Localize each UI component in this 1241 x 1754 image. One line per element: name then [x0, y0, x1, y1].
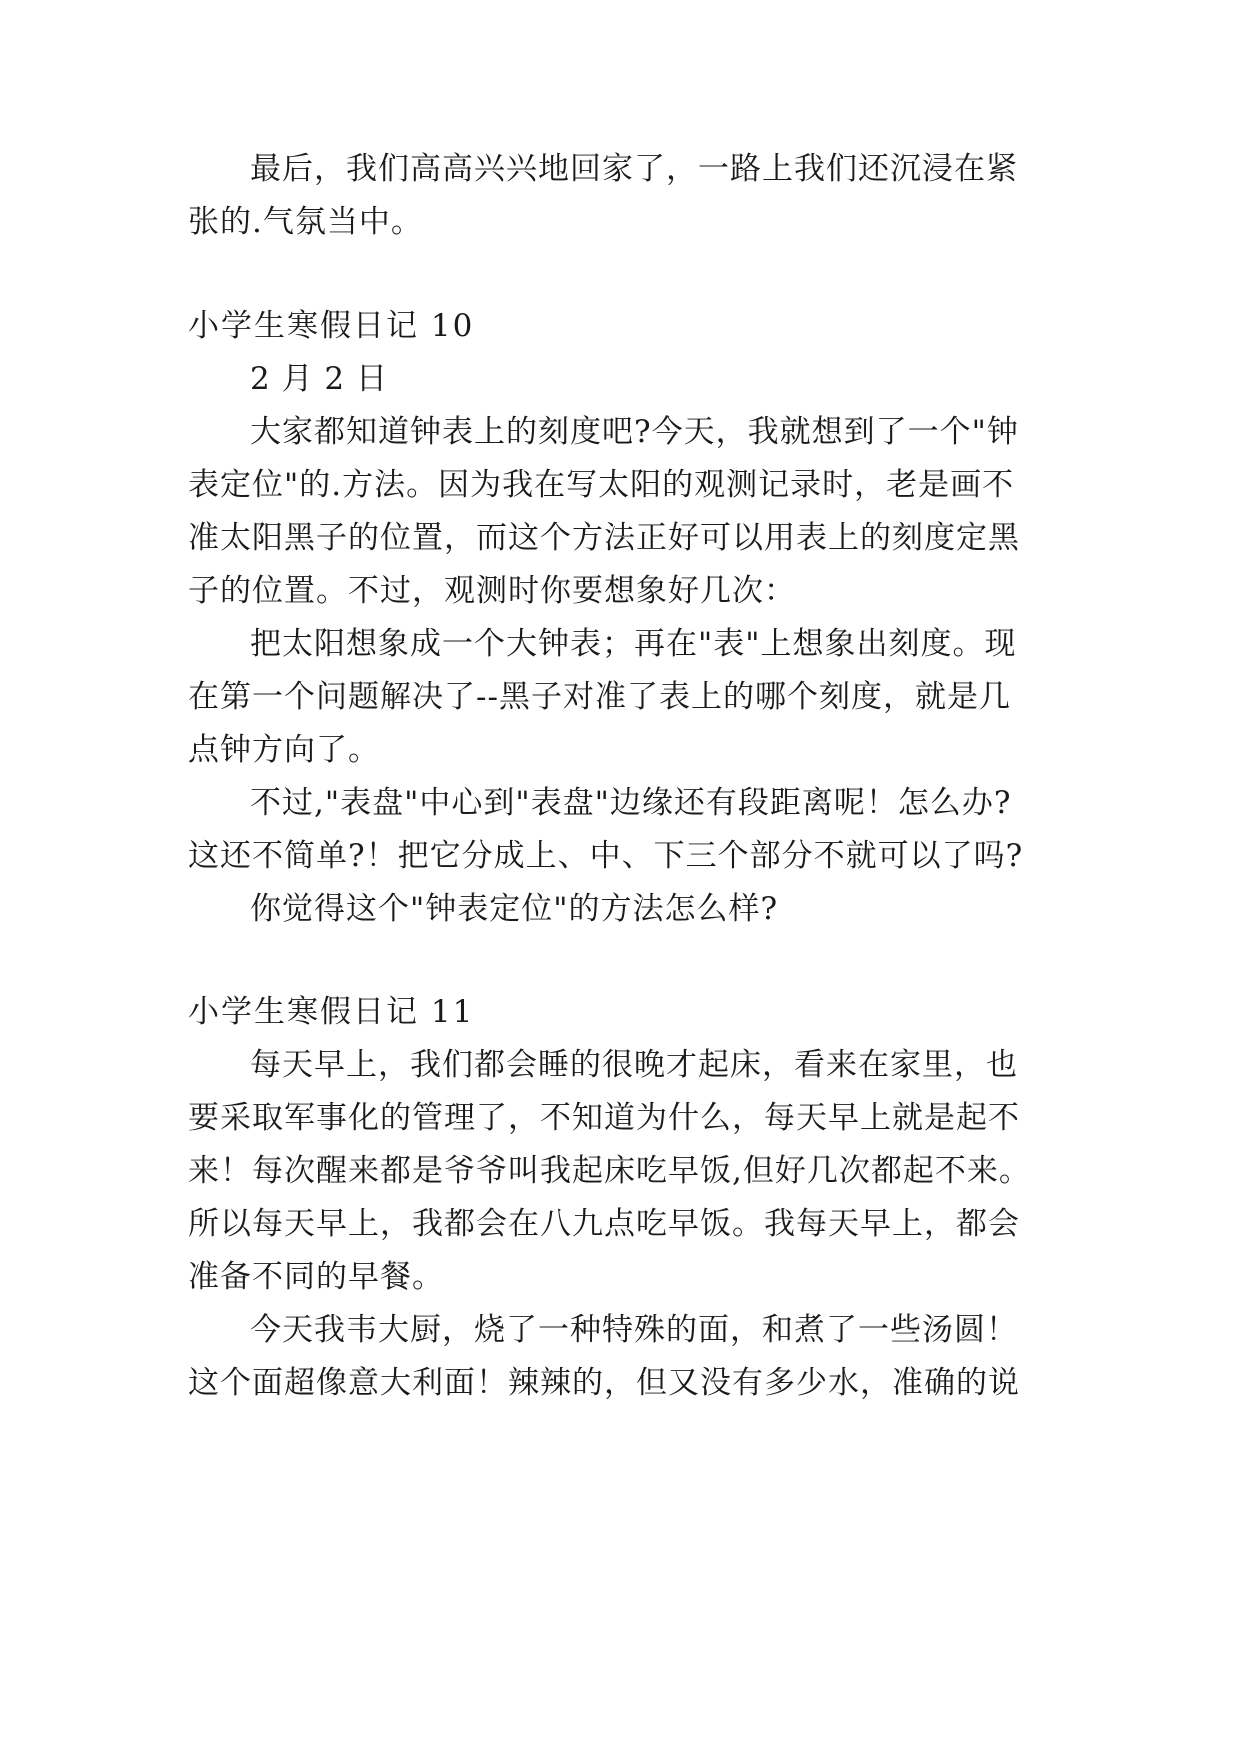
paragraph-line: 来！每次醒来都是爷爷叫我起床吃早饭,但好几次都起不来。 — [188, 1153, 1031, 1189]
diary-heading-11: 小学生寒假日记 11 — [188, 994, 475, 1030]
paragraph-line: 大家都知道钟表上的刻度吧?今天，我就想到了一个"钟 — [250, 414, 1019, 450]
paragraph-line: 准备不同的早餐。 — [188, 1259, 444, 1295]
paragraph-line: 表定位"的.方法。因为我在写太阳的观测记录时，老是画不 — [188, 467, 1015, 503]
paragraph-line: 你觉得这个"钟表定位"的方法怎么样? — [250, 891, 779, 927]
diary-date: 2 月 2 日 — [250, 361, 389, 397]
paragraph-line: 这还不简单?！把它分成上、中、下三个部分不就可以了吗? — [188, 838, 1024, 874]
paragraph-line: 准太阳黑子的位置，而这个方法正好可以用表上的刻度定黑 — [188, 520, 1020, 556]
paragraph-line: 子的位置。不过，观测时你要想象好几次： — [188, 573, 796, 609]
diary-heading-10: 小学生寒假日记 10 — [188, 308, 475, 344]
paragraph-line: 今天我韦大厨，烧了一种特殊的面，和煮了一些汤圆！ — [250, 1312, 1018, 1348]
paragraph-line: 要采取军事化的管理了，不知道为什么，每天早上就是起不 — [188, 1100, 1020, 1136]
paragraph-line: 这个面超像意大利面！辣辣的，但又没有多少水，准确的说 — [188, 1365, 1020, 1401]
document-page — [188, 0, 1068, 1754]
paragraph-line: 最后，我们高高兴兴地回家了，一路上我们还沉浸在紧 — [250, 151, 1018, 187]
paragraph-line: 每天早上，我们都会睡的很晚才起床，看来在家里，也 — [250, 1047, 1018, 1083]
paragraph-line: 点钟方向了。 — [188, 732, 380, 768]
paragraph-line: 把太阳想象成一个大钟表；再在"表"上想象出刻度。现 — [250, 626, 1017, 662]
paragraph-line: 所以每天早上，我都会在八九点吃早饭。我每天早上，都会 — [188, 1206, 1020, 1242]
paragraph-line: 在第一个问题解决了--黑子对准了表上的哪个刻度，就是几 — [188, 679, 1011, 715]
paragraph-line: 张的.气氛当中。 — [188, 204, 423, 240]
paragraph-line: 不过,"表盘"中心到"表盘"边缘还有段距离呢！怎么办? — [250, 785, 1012, 821]
